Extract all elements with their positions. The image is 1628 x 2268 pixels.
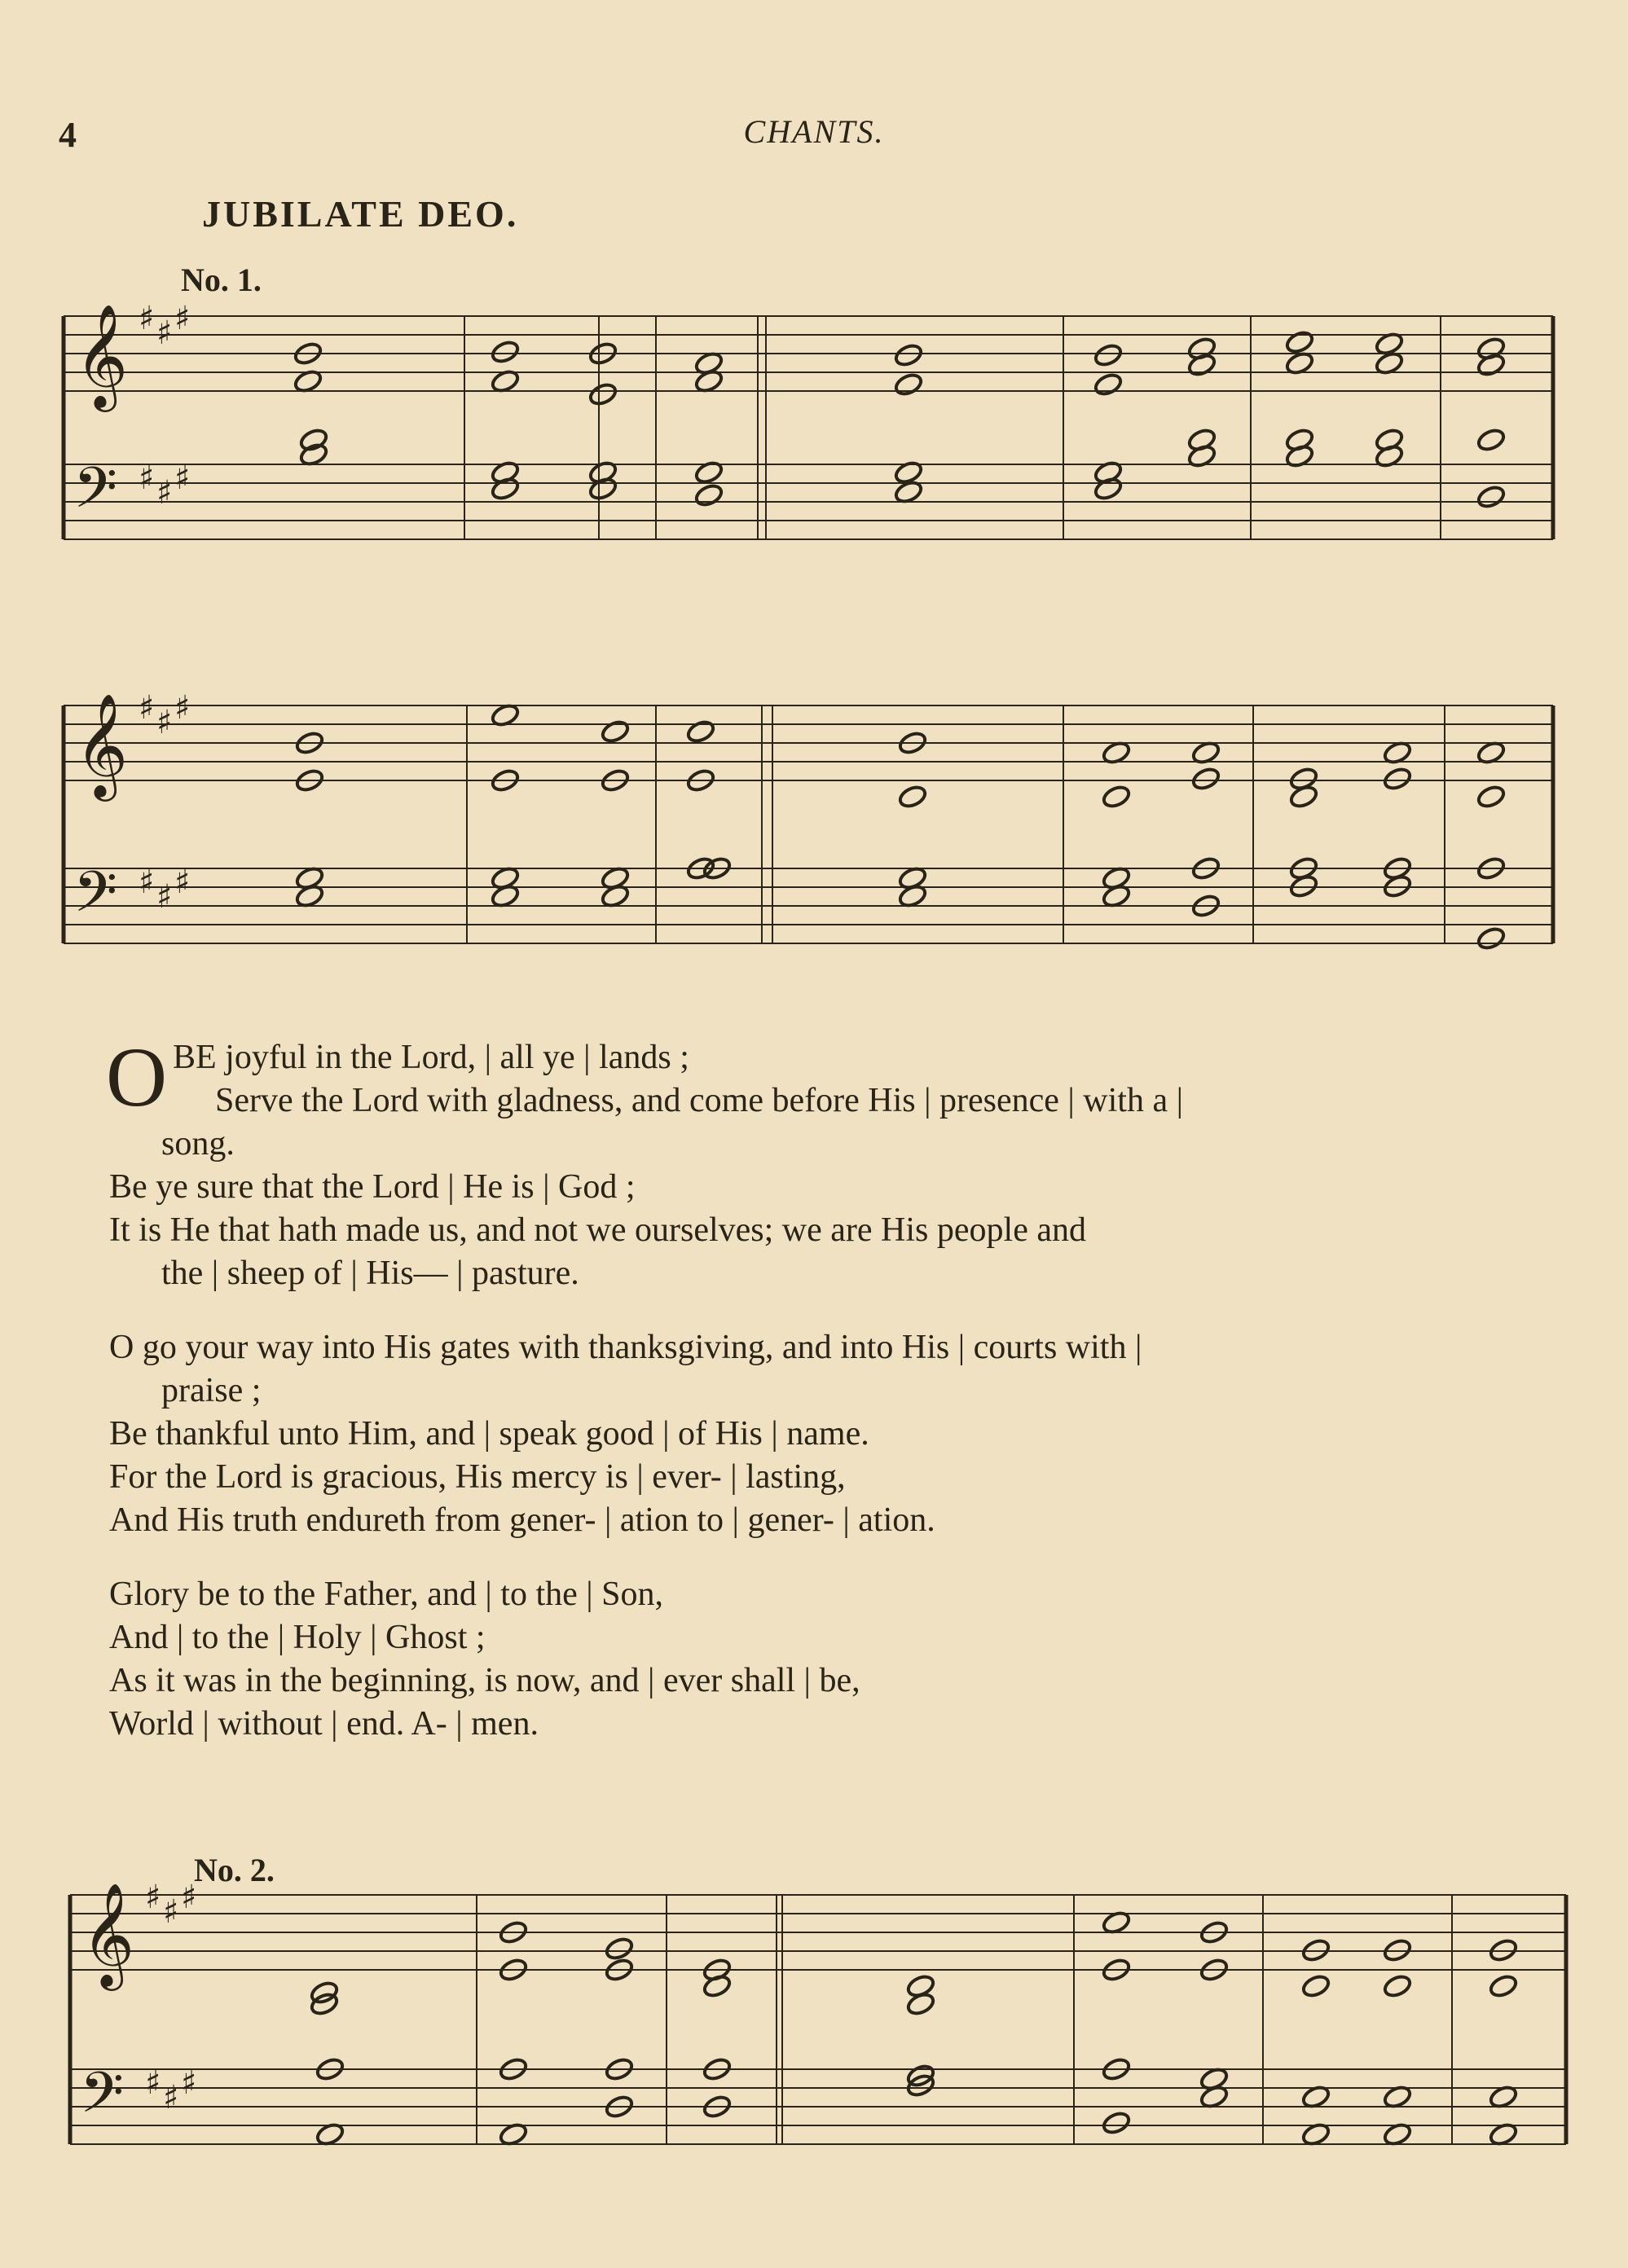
sharp-icon: ♯ bbox=[163, 1893, 179, 1931]
half-note bbox=[1101, 784, 1131, 810]
sharp-icon: ♯ bbox=[181, 1879, 197, 1916]
half-note bbox=[893, 371, 923, 398]
text-line: Be ye sure that the Lord | He is | God ; bbox=[109, 1168, 636, 1206]
stanza-2 bbox=[109, 1326, 1560, 1542]
half-note bbox=[893, 459, 923, 486]
text-line: And | to the | Holy | Ghost ; bbox=[109, 1619, 486, 1656]
half-note bbox=[1300, 1973, 1331, 1999]
sharp-icon: ♯ bbox=[174, 459, 191, 497]
half-note bbox=[1488, 1973, 1518, 1999]
staff-system-3 bbox=[70, 1879, 1566, 2147]
page-number: 4 bbox=[59, 115, 77, 155]
text-line: For the Lord is gracious, His mercy is | ever- | lasting, bbox=[109, 1458, 846, 1496]
half-note bbox=[1284, 329, 1314, 355]
half-note bbox=[1190, 766, 1221, 792]
drop-cap: O bbox=[106, 1031, 168, 1124]
sharp-icon: ♯ bbox=[156, 314, 173, 352]
half-note bbox=[587, 381, 618, 407]
stanza-3 bbox=[109, 1573, 1560, 1746]
half-note bbox=[693, 459, 724, 486]
bass-clef-icon: 𝄢 bbox=[73, 859, 118, 938]
sharp-icon: ♯ bbox=[174, 300, 191, 337]
text-line: As it was in the beginning, is now, and | ever shall | be, bbox=[109, 1662, 860, 1699]
half-note bbox=[1101, 2110, 1131, 2136]
sharp-icon: ♯ bbox=[181, 2064, 197, 2102]
staff-system-1 bbox=[64, 300, 1553, 539]
stanza-1 bbox=[106, 1031, 1560, 1295]
half-note bbox=[1476, 484, 1506, 510]
text-line: praise ; bbox=[161, 1372, 262, 1409]
sharp-icon: ♯ bbox=[156, 878, 173, 916]
text-line: Serve the Lord with gladness, and come before His | presence | with a | bbox=[215, 1082, 1184, 1119]
half-note bbox=[604, 1936, 634, 1962]
psalm-text bbox=[106, 1031, 1560, 1777]
half-note bbox=[1476, 925, 1506, 952]
half-note bbox=[693, 482, 724, 508]
half-note bbox=[685, 719, 715, 745]
sharp-icon: ♯ bbox=[139, 689, 155, 727]
running-title: CHANTS. bbox=[743, 113, 885, 150]
hymn-title: JUBILATE DEO. bbox=[202, 193, 519, 235]
text-line: Glory be to the Father, and | to the | Son, bbox=[109, 1576, 664, 1613]
treble-clef-icon: 𝄞 bbox=[75, 303, 129, 407]
half-note bbox=[897, 784, 927, 810]
chant-number-1: No. 1. bbox=[181, 262, 262, 298]
text-line: And His truth endureth from gener- | ation to | gener- | ation. bbox=[109, 1501, 935, 1539]
text-line: the | sheep of | His— | pasture. bbox=[161, 1255, 579, 1292]
half-note bbox=[1382, 1973, 1412, 1999]
bass-clef-icon: 𝄢 bbox=[80, 2059, 125, 2139]
text-line: Be thankful unto Him, and | speak good | of His | name. bbox=[109, 1415, 869, 1453]
half-note bbox=[1093, 342, 1123, 368]
sharp-icon: ♯ bbox=[156, 704, 173, 741]
chant-number-2: No. 2. bbox=[194, 1852, 275, 1888]
text-line: World | without | end. A- | men. bbox=[109, 1705, 539, 1743]
half-note bbox=[1476, 427, 1506, 453]
sharp-icon: ♯ bbox=[163, 2079, 179, 2116]
sharp-icon: ♯ bbox=[145, 2064, 161, 2102]
sharp-icon: ♯ bbox=[139, 864, 155, 901]
staff-system-2 bbox=[64, 689, 1553, 952]
bass-clef-icon: 𝄢 bbox=[73, 455, 118, 534]
half-note bbox=[600, 719, 630, 745]
treble-clef-icon: 𝄞 bbox=[75, 692, 129, 797]
sharp-icon: ♯ bbox=[139, 459, 155, 497]
sharp-icon: ♯ bbox=[156, 474, 173, 512]
half-note bbox=[490, 339, 520, 365]
half-note bbox=[1476, 784, 1506, 810]
half-note bbox=[1382, 766, 1412, 792]
half-note bbox=[893, 342, 923, 368]
sharp-icon: ♯ bbox=[174, 864, 191, 901]
sharp-icon: ♯ bbox=[174, 689, 191, 727]
treble-clef-icon: 𝄞 bbox=[81, 1882, 135, 1986]
text-line: O go your way into His gates with thanksgiving, and into His | courts with | bbox=[109, 1329, 1142, 1366]
text-line: It is He that hath made us, and not we ourselves; we are His people and bbox=[109, 1211, 1086, 1249]
text-line: song. bbox=[161, 1125, 235, 1163]
text-line-content: BE joyful in the Lord, | all ye | lands ; bbox=[173, 1039, 689, 1076]
sharp-icon: ♯ bbox=[139, 300, 155, 337]
sharp-icon: ♯ bbox=[145, 1879, 161, 1916]
half-note bbox=[1093, 371, 1123, 398]
